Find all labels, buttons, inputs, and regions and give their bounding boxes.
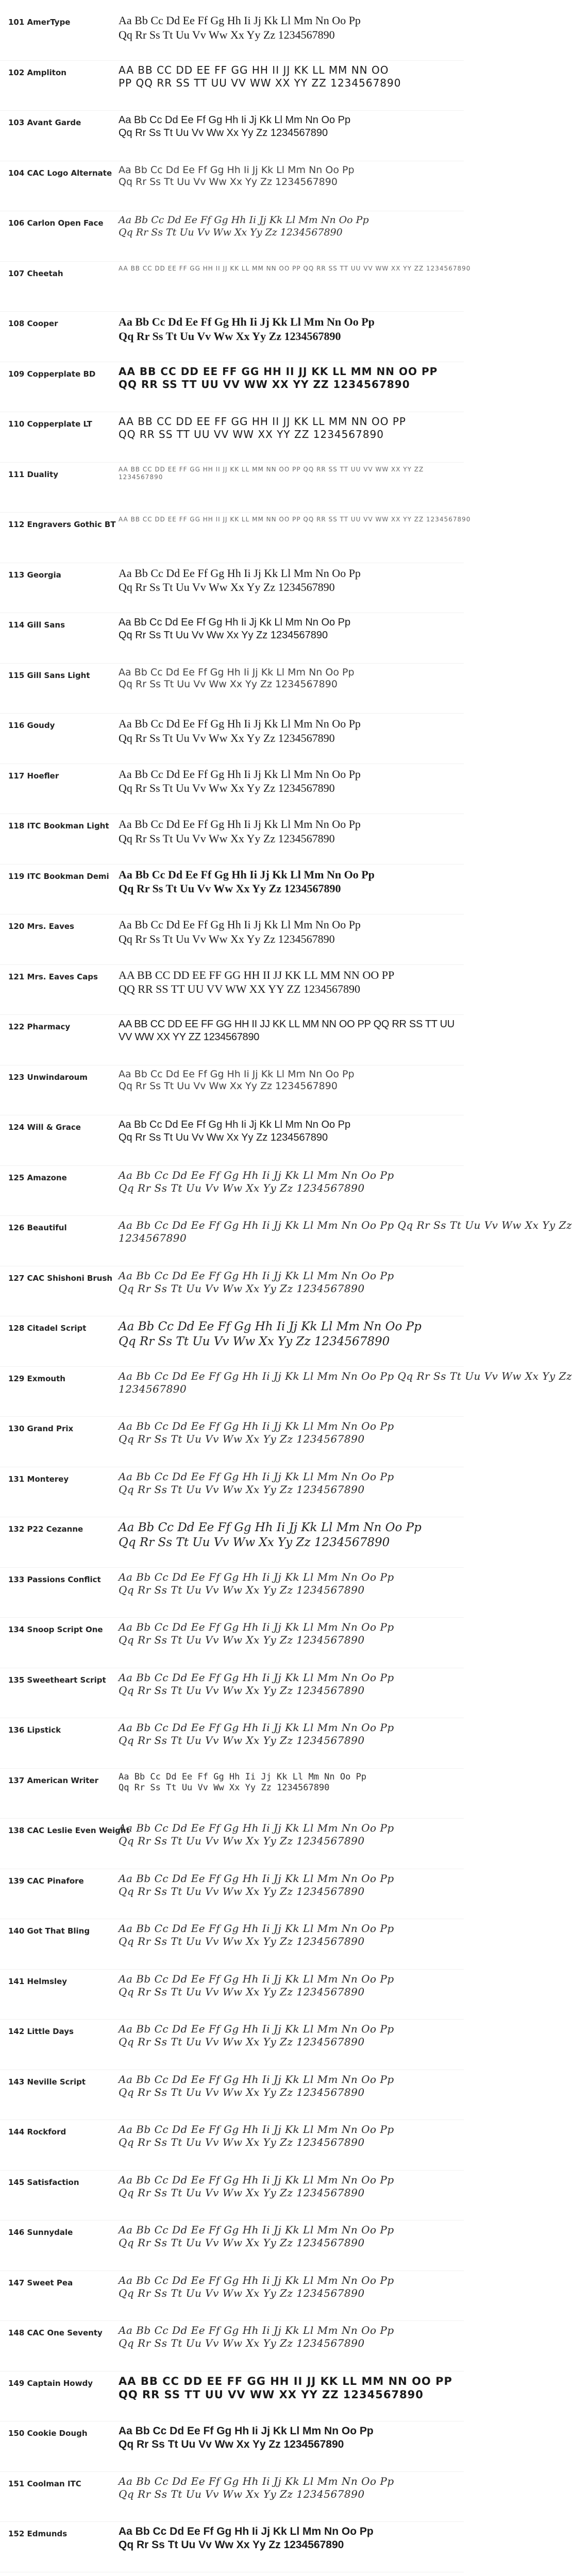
font-sample-line: Qq Rr Ss Tt Uu Vv Ww Xx Yy Zz 1234567890 (119, 1885, 365, 1897)
font-sample-line: Aa Bb Cc Dd Ee Ff Gg Hh Ii Jj Kk Ll Mm Nn Oo Pp (119, 214, 369, 226)
font-sample-line: Qq Rr Ss Tt Uu Vv Ww Xx Yy Zz 1234567890 (119, 1734, 365, 1747)
font-sample-text (119, 868, 453, 896)
font-sample-line: Qq Rr Ss Tt Uu Vv Ww Xx Yy Zz 1234567890 (119, 2286, 365, 2299)
font-sample-line: Qq Rr Ss Tt Uu Vv Ww Xx Yy Zz 1234567890 (119, 882, 341, 895)
font-row (0, 2221, 464, 2271)
font-sample-line: Aa Bb Cc Dd Ee Ff Gg Hh Ii Jj Kk Ll Mm Nn Oo Pp (119, 1771, 367, 1782)
font-sample-line: 1234567890 (119, 1232, 187, 1244)
font-sample-text (119, 365, 453, 391)
font-sample-text (119, 1621, 453, 1647)
font-row (0, 2472, 464, 2522)
font-sample-line: Qq Rr Ss Tt Uu Vv Ww Xx Yy Zz 1234567890 (119, 630, 328, 641)
font-sample-line: Qq Rr Ss Tt Uu Vv Ww Xx Yy Zz 1234567890 (119, 28, 335, 41)
font-sample-line: Aa Bb Cc Dd Ee Ff Gg Hh Ii Jj Kk Ll Mm Nn Oo Pp (119, 1470, 394, 1483)
font-name-label: 128 Citadel Script (8, 1324, 87, 1333)
font-name-label: 120 Mrs. Eaves (8, 922, 74, 931)
font-sample-line: Aa Bb Cc Dd Ee Ff Gg Hh Ii Jj Kk Ll Mm Nn Oo Pp (119, 2173, 394, 2186)
font-sample-line: Aa Bb Cc Dd Ee Ff Gg Hh Ii Jj Kk Ll Mm Nn Oo Pp (119, 2475, 394, 2487)
font-sample-line: Aa Bb Cc Dd Ee Ff Gg Hh Ii Jj Kk Ll Mm Nn Oo Pp (119, 2526, 374, 2537)
font-sample-line: Aa Bb Cc Dd Ee Ff Gg Hh Ii Jj Kk Ll Mm Nn Oo Pp (119, 1420, 394, 1432)
font-name-label: 121 Mrs. Eaves Caps (8, 972, 98, 981)
font-sample-text (119, 2073, 453, 2099)
font-sample-text (119, 1369, 572, 1396)
font-sample-line: Qq Rr Ss Tt Uu Vv Ww Xx Yy Zz 1234567890 (119, 2539, 344, 2551)
font-row (0, 463, 464, 513)
font-sample-text (119, 315, 453, 343)
font-sample-text (119, 1420, 453, 1446)
font-name-label: 101 AmerType (8, 18, 71, 27)
font-sample-line: Qq Rr Ss Tt Uu Vv Ww Xx Yy Zz 1234567890 (119, 2487, 365, 2500)
font-row (0, 312, 464, 362)
font-row (0, 1065, 464, 1116)
font-sample-line: Qq Rr Ss Tt Uu Vv Ww Xx Yy Zz 1234567890 (119, 1835, 365, 1847)
font-name-label: 112 Engravers Gothic BT (8, 520, 116, 529)
font-sample-text (119, 1571, 453, 1597)
font-sample-line: AA BB CC DD EE FF GG HH II JJ KK LL MM NN OO PP QQ RR SS TT UU VV WW XX YY ZZ 1234567890 (119, 264, 471, 272)
font-sample-text (119, 817, 453, 845)
font-sample-line: Qq Rr Ss Tt Uu Vv Ww Xx Yy Zz 1234567890 (119, 932, 335, 945)
font-sample-line: Aa Bb Cc Dd Ee Ff Gg Hh Ii Jj Kk Ll Mm Nn Oo Pp (119, 2023, 394, 2035)
font-sample-line: Qq Rr Ss Tt Uu Vv Ww Xx Yy Zz 1234567890 (119, 581, 335, 594)
font-sample-line: Qq Rr Ss Tt Uu Vv Ww Xx Yy Zz 1234567890 (119, 679, 338, 690)
font-row (0, 2522, 464, 2572)
font-name-label: 124 Will & Grace (8, 1123, 81, 1132)
font-name-label: 148 CAC One Seventy (8, 2328, 103, 2337)
font-row (0, 1970, 464, 2020)
font-sample-line: Aa Bb Cc Dd Ee Ff Gg Hh Ii Jj Kk Ll Mm Nn Oo Pp Qq Rr Ss Tt Uu Vv Ww Xx Yy Zz (119, 1369, 572, 1382)
font-sample-text (119, 1721, 453, 1747)
font-row (0, 2171, 464, 2221)
font-sample-line: Aa Bb Cc Dd Ee Ff Gg Hh Ii Jj Kk Ll Mm Nn Oo Pp (119, 1872, 394, 1885)
font-sample-line: Aa Bb Cc Dd Ee Ff Gg Hh Ii Jj Kk Ll Mm Nn Oo Pp (119, 767, 361, 781)
font-sample-line: Qq Rr Ss Tt Uu Vv Ww Xx Yy Zz 1234567890 (119, 127, 328, 139)
font-row (0, 1015, 464, 1065)
font-sample-text (119, 1470, 453, 1496)
font-sample-line: Qq Rr Ss Tt Uu Vv Ww Xx Yy Zz 1234567890 (119, 2236, 365, 2249)
font-row (0, 412, 464, 463)
font-row (0, 664, 464, 714)
font-sample-line: Qq Rr Ss Tt Uu Vv Ww Xx Yy Zz 1234567890 (119, 832, 335, 845)
font-sample-line: Aa Bb Cc Dd Ee Ff Gg Hh Ii Jj Kk Ll Mm Nn Oo Pp (119, 1822, 394, 1834)
font-name-label: 138 CAC Leslie Even Weight (8, 1826, 130, 1835)
font-name-label: 110 Copperplate LT (8, 419, 92, 429)
font-sample-line: Qq Rr Ss Tt Uu Vv Ww Xx Yy Zz 1234567890 (119, 176, 338, 188)
font-sample-text (119, 1520, 453, 1550)
font-sample-line: Aa Bb Cc Dd Ee Ff Gg Hh Ii Jj Kk Ll Mm Nn Oo Pp (119, 1119, 351, 1130)
font-sample-line: Aa Bb Cc Dd Ee Ff Gg Hh Ii Jj Kk Ll Mm Nn Oo Pp (119, 114, 351, 126)
font-sample-line: AA BB CC DD EE FF GG HH II JJ KK LL MM NN OO PP (119, 2375, 452, 2387)
font-name-label: 151 Coolman ITC (8, 2479, 81, 2488)
font-sample-line: Qq Rr Ss Tt Uu Vv Ww Xx Yy Zz 1234567890 (119, 2438, 344, 2451)
font-name-label: 129 Exmouth (8, 1374, 65, 1383)
font-sample-line: Qq Rr Ss Tt Uu Vv Ww Xx Yy Zz 1234567890 (119, 1684, 365, 1697)
font-sample-line: Aa Bb Cc Dd Ee Ff Gg Hh Ii Jj Kk Ll Mm Nn Oo Pp (119, 2224, 394, 2236)
font-name-label: 116 Goudy (8, 721, 55, 730)
font-sample-text (119, 164, 453, 189)
font-sample-line: Aa Bb Cc Dd Ee Ff Gg Hh Ii Jj Kk Ll Mm Nn Oo Pp (119, 2324, 394, 2336)
font-sample-line: Aa Bb Cc Dd Ee Ff Gg Hh Ii Jj Kk Ll Mm Nn Oo Pp (119, 666, 355, 678)
font-row (0, 2321, 464, 2371)
font-name-label: 104 CAC Logo Alternate (8, 168, 112, 178)
font-name-label: 143 Neville Script (8, 2077, 86, 2087)
font-sample-text (119, 2123, 453, 2149)
font-sample-line: Aa Bb Cc Dd Ee Ff Gg Hh Ii Jj Kk Ll Mm Nn Oo Pp (119, 1570, 394, 1583)
font-sample-line: Qq Rr Ss Tt Uu Vv Ww Xx Yy Zz 1234567890 (119, 1132, 328, 1143)
font-sample-text (119, 1118, 453, 1144)
font-sample-line: Qq Rr Ss Tt Uu Vv Ww Xx Yy Zz 1234567890 (119, 2337, 365, 2349)
font-name-label: 147 Sweet Pea (8, 2278, 73, 2287)
font-sample-line: Aa Bb Cc Dd Ee Ff Gg Hh Ii Jj Kk Ll Mm Nn Oo Pp (119, 315, 375, 328)
font-sample-text (119, 1872, 453, 1898)
font-row (0, 714, 464, 764)
font-sample-text (119, 2525, 453, 2552)
font-name-label: 149 Captain Howdy (8, 2378, 93, 2388)
font-sample-line: QQ RR SS TT UU VV WW XX YY ZZ 1234567890 (119, 2388, 424, 2401)
font-sample-line: 1234567890 (119, 473, 163, 481)
font-sample-text (119, 2375, 453, 2402)
font-sample-line: Aa Bb Cc Dd Ee Ff Gg Hh Ii Jj Kk Ll Mm Nn Oo Pp (119, 1168, 394, 1181)
font-sample-text (119, 2324, 453, 2350)
font-sample-line: AA BB CC DD EE FF GG HH II JJ KK LL MM NN OO PP QQ RR SS TT UU VV WW XX YY ZZ (119, 465, 424, 473)
font-sample-text (119, 767, 453, 795)
font-sample-line: Aa Bb Cc Dd Ee Ff Gg Hh Ii Jj Kk Ll Mm Nn Oo Pp (119, 1721, 394, 1734)
font-row (0, 2020, 464, 2070)
font-sample-text (119, 2274, 453, 2300)
font-row (0, 61, 464, 111)
font-sample-line: Qq Rr Ss Tt Uu Vv Ww Xx Yy Zz 1234567890 (119, 2136, 365, 2148)
font-sample-line: Aa Bb Cc Dd Ee Ff Gg Hh Ii Jj Kk Ll Mm Nn Oo Pp (119, 868, 375, 881)
font-row (0, 1417, 464, 1467)
font-name-label: 109 Copperplate BD (8, 369, 96, 379)
font-sample-line: VV WW XX YY ZZ 1234567890 (119, 1031, 260, 1043)
font-sample-text (119, 1973, 453, 1998)
font-sample-text (119, 968, 453, 996)
font-sample-line: Aa Bb Cc Dd Ee Ff Gg Hh Ii Jj Kk Ll Mm Nn Oo Pp (119, 566, 361, 580)
font-sample-line: PP QQ RR SS TT UU VV WW XX YY ZZ 1234567890 (119, 76, 401, 89)
font-sample-line: Qq Rr Ss Tt Uu Vv Ww Xx Yy Zz 1234567890 (119, 1282, 365, 1295)
font-name-label: 106 Carlon Open Face (8, 218, 104, 228)
font-sample-text (119, 13, 453, 42)
font-sample-text (119, 415, 453, 441)
font-name-label: 136 Lipstick (8, 1725, 61, 1735)
font-row (0, 2371, 464, 2422)
font-sample-text (119, 2425, 453, 2452)
font-sample-line: Aa Bb Cc Dd Ee Ff Gg Hh Ii Jj Kk Ll Mm Nn Oo Pp (119, 1972, 394, 1985)
font-row (0, 262, 471, 312)
font-name-label: 103 Avant Garde (8, 118, 81, 127)
font-sample-line: Qq Rr Ss Tt Uu Vv Ww Xx Yy Zz 1234567890 (119, 1634, 365, 1646)
font-row (0, 1367, 572, 1417)
font-row (0, 1819, 464, 1869)
font-sample-line: Aa Bb Cc Dd Ee Ff Gg Hh Ii Jj Kk Ll Mm Nn Oo Pp (119, 1922, 394, 1935)
font-name-label: 141 Helmsley (8, 1976, 68, 1986)
font-row (0, 1467, 464, 1518)
font-sample-line: Aa Bb Cc Dd Ee Ff Gg Hh Ii Jj Kk Ll Mm Nn Oo Pp (119, 617, 351, 628)
font-sample-text (119, 1169, 453, 1195)
font-sample-text (119, 566, 453, 595)
font-sample-text (119, 616, 453, 642)
font-name-label: 144 Rockford (8, 2127, 66, 2137)
font-sample-line: AA BB CC DD EE FF GG HH II JJ KK LL MM NN OO PP QQ RR SS TT UU VV WW XX YY ZZ 1234567890 (119, 516, 471, 523)
font-sample-text (119, 2475, 453, 2501)
font-row (0, 814, 464, 865)
font-sample-line: Aa Bb Cc Dd Ee Ff Gg Hh Ii Jj Kk Ll Mm Nn Oo Pp (119, 1269, 394, 1282)
font-sample-line: Qq Rr Ss Tt Uu Vv Ww Xx Yy Zz 1234567890 (119, 2036, 365, 2048)
font-sample-line: 1234567890 (119, 1382, 187, 1395)
font-name-label: 125 Amazone (8, 1173, 67, 1182)
font-row (0, 1316, 464, 1367)
font-sample-line: Aa Bb Cc Dd Ee Ff Gg Hh Ii Jj Kk Ll Mm Nn Oo Pp (119, 2274, 394, 2286)
font-sample-line: AA BB CC DD EE FF GG HH II JJ KK LL MM NN OO PP (119, 365, 438, 378)
font-name-label: 142 Little Days (8, 2027, 74, 2036)
font-sample-line: Qq Rr Ss Tt Uu Vv Ww Xx Yy Zz 1234567890 (119, 1782, 330, 1793)
font-name-label: 152 Edmunds (8, 2529, 68, 2538)
font-name-label: 137 American Writer (8, 1775, 98, 1785)
font-sample-line: Aa Bb Cc Dd Ee Ff Gg Hh Ii Jj Kk Ll Mm Nn Oo Pp (119, 2123, 394, 2136)
font-row (0, 1668, 464, 1719)
font-sample-line: Qq Rr Ss Tt Uu Vv Ww Xx Yy Zz 1234567890 (119, 1334, 390, 1348)
font-sample-text (119, 466, 453, 481)
font-row (0, 362, 464, 413)
font-row (0, 914, 464, 965)
font-sample-text (119, 667, 453, 691)
font-sample-text (119, 1069, 453, 1093)
font-sample-line: Qq Rr Ss Tt Uu Vv Ww Xx Yy Zz 1234567890 (119, 1535, 390, 1549)
font-sample-line: Aa Bb Cc Dd Ee Ff Gg Hh Ii Jj Kk Ll Mm Nn Oo Pp (119, 1068, 355, 1080)
font-sample-text (119, 717, 453, 745)
font-row (0, 1115, 464, 1166)
font-row (0, 1769, 464, 1819)
font-sample-text (119, 1922, 453, 1948)
font-sample-line: Aa Bb Cc Dd Ee Ff Gg Hh Ii Jj Kk Ll Mm Nn Oo Pp (119, 2425, 374, 2437)
font-sample-line: Aa Bb Cc Dd Ee Ff Gg Hh Ii Jj Kk Ll Mm Nn Oo Pp (119, 2073, 394, 2086)
font-sample-line: Qq Rr Ss Tt Uu Vv Ww Xx Yy Zz 1234567890 (119, 1483, 365, 1496)
font-sample-line: Qq Rr Ss Tt Uu Vv Ww Xx Yy Zz 1234567890 (119, 1080, 338, 1092)
font-name-label: 131 Monterey (8, 1474, 69, 1484)
font-sample-line: AA BB CC DD EE FF GG HH II JJ KK LL MM NN OO (119, 63, 389, 76)
font-sample-line: Aa Bb Cc Dd Ee Ff Gg Hh Ii Jj Kk Ll Mm Nn Oo Pp (119, 1621, 394, 1633)
font-sample-line: Qq Rr Ss Tt Uu Vv Ww Xx Yy Zz 1234567890 (119, 1985, 365, 1998)
font-name-label: 114 Gill Sans (8, 620, 65, 630)
font-sample-line: Aa Bb Cc Dd Ee Ff Gg Hh Ii Jj Kk Ll Mm Nn Oo Pp Qq Rr Ss Tt Uu Vv Ww Xx Yy Zz (119, 1219, 572, 1231)
font-sample-text (119, 1671, 453, 1697)
font-name-label: 115 Gill Sans Light (8, 670, 90, 680)
font-name-label: 145 Satisfaction (8, 2177, 79, 2187)
font-sample-list (0, 10, 572, 2576)
font-row (0, 1618, 464, 1668)
font-row (0, 1568, 464, 1618)
font-name-label: 140 Got That Bling (8, 1926, 90, 1936)
font-sample-line: Qq Rr Ss Tt Uu Vv Ww Xx Yy Zz 1234567890 (119, 782, 335, 794)
font-sample-text (119, 1772, 453, 1794)
font-row (0, 1869, 464, 1920)
font-row (0, 10, 464, 61)
font-sample-line: Qq Rr Ss Tt Uu Vv Ww Xx Yy Zz 1234567890 (119, 329, 341, 343)
font-row (0, 965, 464, 1015)
font-sample-text (119, 516, 471, 523)
font-row (0, 2070, 464, 2121)
font-sample-line: Aa Bb Cc Dd Ee Ff Gg Hh Ii Jj Kk Ll Mm Nn Oo Pp (119, 818, 361, 831)
font-row (0, 865, 464, 915)
font-name-label: 107 Cheetah (8, 268, 63, 278)
font-sample-text (119, 1269, 453, 1295)
font-sample-line: Aa Bb Cc Dd Ee Ff Gg Hh Ii Jj Kk Ll Mm Nn Oo Pp (119, 14, 361, 27)
font-name-label: 102 Ampliton (8, 67, 66, 77)
font-sample-text (119, 1822, 453, 1848)
font-name-label: 122 Pharmacy (8, 1022, 71, 1031)
font-row (0, 1266, 464, 1317)
font-name-label: 134 Snoop Script One (8, 1625, 103, 1634)
font-name-label: 117 Hoefler (8, 771, 59, 781)
font-name-label: 132 P22 Cezanne (8, 1524, 83, 1534)
font-sample-line: QQ RR SS TT UU VV WW XX YY ZZ 1234567890 (119, 378, 410, 391)
font-name-label: 135 Sweetheart Script (8, 1675, 106, 1685)
font-sample-line: Aa Bb Cc Dd Ee Ff Gg Hh Ii Jj Kk Ll Mm Nn Oo Pp (119, 717, 361, 730)
font-row (0, 513, 471, 563)
font-name-label: 111 Duality (8, 469, 59, 479)
font-name-label: 133 Passions Conflict (8, 1574, 101, 1584)
font-row (0, 2572, 464, 2576)
font-sample-text (119, 214, 453, 239)
font-sample-line: Aa Bb Cc Dd Ee Ff Gg Hh Ii Jj Kk Ll Mm Nn Oo Pp (119, 1320, 422, 1333)
font-sample-line: Qq Rr Ss Tt Uu Vv Ww Xx Yy Zz 1234567890 (119, 1181, 365, 1194)
font-sample-text (119, 2023, 453, 2048)
font-sample-line: Qq Rr Ss Tt Uu Vv Ww Xx Yy Zz 1234567890 (119, 226, 343, 238)
font-name-label: 123 Unwindaroum (8, 1072, 88, 1082)
font-row (0, 2421, 464, 2472)
font-sample-line: Aa Bb Cc Dd Ee Ff Gg Hh Ii Jj Kk Ll Mm Nn Oo Pp (119, 1671, 394, 1684)
font-name-label: 113 Georgia (8, 570, 61, 580)
font-row (0, 764, 464, 815)
font-sample-text (119, 114, 453, 140)
font-sample-line: Aa Bb Cc Dd Ee Ff Gg Hh Ii Jj Kk Ll Mm Nn Oo Pp (119, 1521, 422, 1534)
font-sample-line: Aa Bb Cc Dd Ee Ff Gg Hh Ii Jj Kk Ll Mm Nn Oo Pp (119, 918, 361, 931)
font-sample-line: QQ RR SS TT UU VV WW XX YY ZZ 1234567890 (119, 428, 384, 440)
font-row (0, 1718, 464, 1769)
font-name-label: 127 CAC Shishoni Brush (8, 1273, 113, 1283)
font-sample-line: AA BB CC DD EE FF GG HH II JJ KK LL MM NN OO PP (119, 415, 406, 428)
font-sample-text (119, 2174, 453, 2199)
font-name-label: 118 ITC Bookman Light (8, 821, 109, 831)
font-row (0, 161, 464, 212)
font-row (0, 613, 464, 664)
font-sample-text (119, 64, 453, 90)
font-name-label: 108 Cooper (8, 319, 58, 328)
font-name-label: 146 Sunnydale (8, 2228, 73, 2237)
font-sample-line: Aa Bb Cc Dd Ee Ff Gg Hh Ii Jj Kk Ll Mm Nn Oo Pp (119, 164, 355, 176)
font-sample-line: QQ RR SS TT UU VV WW XX YY ZZ 1234567890 (119, 982, 360, 995)
font-row (0, 1919, 464, 1970)
font-sample-line: Qq Rr Ss Tt Uu Vv Ww Xx Yy Zz 1234567890 (119, 2186, 365, 2199)
font-row (0, 2271, 464, 2321)
font-row (0, 1517, 464, 1568)
font-sample-line: AA BB CC DD EE FF GG HH II JJ KK LL MM NN OO PP QQ RR SS TT UU (119, 1019, 455, 1030)
font-sample-line: Qq Rr Ss Tt Uu Vv Ww Xx Yy Zz 1234567890 (119, 1935, 365, 1947)
font-sample-text (119, 1018, 453, 1044)
font-sample-text (119, 264, 471, 273)
font-row (0, 211, 464, 262)
font-name-label: 126 Beautiful (8, 1223, 67, 1232)
font-name-label: 150 Cookie Dough (8, 2429, 88, 2438)
font-sample-line: Qq Rr Ss Tt Uu Vv Ww Xx Yy Zz 1234567890 (119, 731, 335, 744)
font-sample-text (119, 918, 453, 946)
font-row (0, 1166, 464, 1216)
font-name-label: 130 Grand Prix (8, 1424, 74, 1433)
font-sample-line: AA BB CC DD EE FF GG HH II JJ KK LL MM NN OO PP (119, 968, 395, 981)
font-row (0, 1216, 572, 1266)
font-row (0, 563, 464, 614)
font-name-label: 119 ITC Bookman Demi (8, 871, 109, 881)
font-row (0, 2120, 464, 2171)
font-sample-text (119, 1319, 453, 1349)
font-row (0, 111, 464, 161)
font-sample-text (119, 1219, 572, 1245)
font-sample-text (119, 2224, 453, 2249)
font-sample-line: Qq Rr Ss Tt Uu Vv Ww Xx Yy Zz 1234567890 (119, 1583, 365, 1596)
font-sample-line: Qq Rr Ss Tt Uu Vv Ww Xx Yy Zz 1234567890 (119, 1433, 365, 1445)
font-name-label: 139 CAC Pinafore (8, 1876, 84, 1886)
font-sample-line: Qq Rr Ss Tt Uu Vv Ww Xx Yy Zz 1234567890 (119, 2086, 365, 2098)
